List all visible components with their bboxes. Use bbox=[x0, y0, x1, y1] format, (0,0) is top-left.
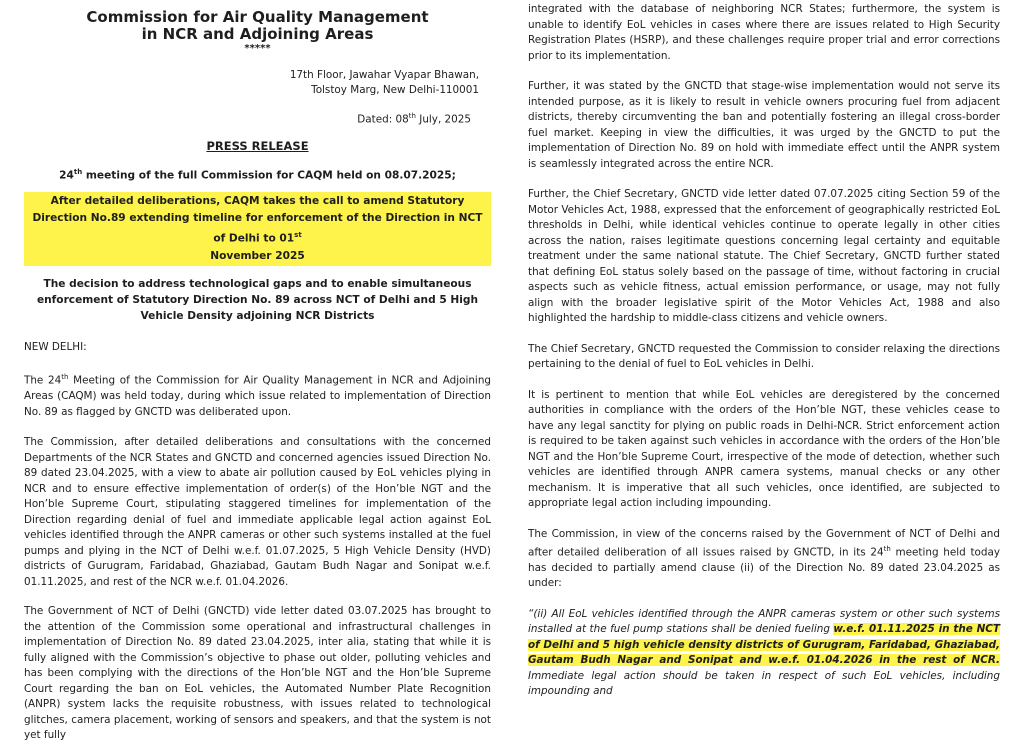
dateline: NEW DELHI: bbox=[24, 340, 87, 353]
org-name-line2: in NCR and Adjoining Areas bbox=[141, 25, 374, 43]
address-line2: Tolstoy Marg, New Delhi-110001 bbox=[311, 84, 479, 96]
address-line1: 17th Floor, Jawahar Vyapar Bhawan, bbox=[289, 69, 479, 81]
press-release-title: PRESS RELEASE bbox=[206, 139, 309, 154]
meeting-line: 24th meeting of the full Commission for CAQM held on 08.07.2025; bbox=[59, 168, 456, 182]
release-date: Dated: 08th July, 2025 bbox=[357, 112, 471, 126]
left-column bbox=[24, 0, 491, 744]
amended-clause-quote: “(ii) All EoL vehicles identified through the ANPR cameras system or other such systems installed at the fuel pump stations shall be denied fueling w.e.f. 01.11.2025 in the NCT of Delhi and 5 high vehicle density districts of Gurugram, Faridabad, Ghaziabad, Gautam Budh Nagar and Sonipat and w.e.f. 01.04.2026 in the rest of NCR. Immediate legal action should be taken in respect of such EoL vehicles, including impounding and bbox=[528, 607, 1000, 698]
stars-divider: ***** bbox=[244, 43, 271, 54]
right-column bbox=[528, 0, 1000, 700]
paragraph-stage-wise: Further, it was stated by the GNCTD that stage-wise implementation would not serve its intended purpose, as it is likely to result in vehicle owners procuring fuel from adjacent districts, thereby circumventing the ban and potentially fostering an illegal cross-border fuel market. Keeping in view the difficulties, it was urged by the GNCTD to put the implementation of Direction No. 89 on hold with immediate effect until the ANPR system is seamlessly integrated across the entire NCR. bbox=[528, 80, 1000, 170]
paragraph-chief-secretary: Further, the Chief Secretary, GNCTD vide letter dated 07.07.2025 citing Section 59 of the Motor Vehicles Act, 1988, expressed that the enforcement of geographically restricted EoL thresholds in Delhi, while identical vehicles continue to operate legally in other cities across the nation, raises legitimate questions concerning legal certainty and equitable treatment under the same national statute. The Chief Secretary, GNCTD further stated that defining EoL status solely based on the passage of time, without factoring in crucial aspects such as vehicle fitness, actual emission performance, or usage, may not fully align with the broader legislative spirit of the Motor Vehicles Act, 1988 and also highlighted the hardship to middle-class citizens and vehicle owners. bbox=[528, 188, 1000, 324]
highlighted-headline: After detailed deliberations, CAQM takes the call to amend Statutory Direction No.89 extending timeline for enforcement of the Direction in NCT of Delhi to 01st November 2025 bbox=[24, 192, 491, 266]
subheading: The decision to address technological gaps and to enable simultaneous enforcement of Statutory Direction No. 89 across NCT of Delhi and 5 High Vehicle Density adjoining NCR Districts bbox=[36, 277, 479, 322]
paragraph-meeting: The 24th Meeting of the Commission for Air Quality Management in NCR and Adjoining Areas (CAQM) was held today, during which issue related to implementation of Direction No. 89 as flagged by GNCTD was deliberated upon. bbox=[24, 373, 491, 418]
paragraph-direction-89: The Commission, after detailed deliberations and consultations with the concerned Departments of the NCR States and GNCTD and concerned agencies issued Direction No. 89 dated 23.04.2025, with a view to abate air pollution caused by EoL vehicles plying in NCR and to ensure effective implementation of order(s) of the Hon’ble NGT and the Hon’ble Supreme Court, stipulating staggered timelines for implementation of the Direction regarding denial of fuel and immediate applicable legal action against EoL vehicles identified through the ANPR cameras or other such systems installed at the fuel pumps and plying in the NCT of Delhi w.e.f. 01.07.2025, 5 High Vehicle Density (HVD) districts of Gurugram, Faridabad, Ghaziabad, Gautam Budh Nagar and Sonipat w.e.f. 01.11.2025, and rest of the NCR w.e.f. 01.04.2026. bbox=[24, 436, 491, 588]
paragraph-gnctd-letter: The Government of NCT of Delhi (GNCTD) vide letter dated 03.07.2025 has brought to the attention of the Commission some operational and infrastructural challenges in implementation of Direction No. 89 dated 23.04.2025, inter alia, stating that while it is fully aligned with the Commission’s objective to phase out older, polluting vehicles and has been complying with the directions of the Hon’ble NGT and the Hon’ble Supreme Court regarding the ban on EoL vehicles, the Automated Number Plate Recognition (ANPR) system lacks the requisite robustness, with issues related to technological glitches, camera placement, working of sensors and speakers, and that the system is not yet fully bbox=[24, 605, 491, 741]
paragraph-anpr-integration: integrated with the database of neighboring NCR States; furthermore, the system is unable to identify EoL vehicles in cases where there are issues related to High Security Registration Plates (HSRP), and these challenges require proper trial and error corrections prior to its implementation. bbox=[528, 3, 1000, 62]
paragraph-enforcement: It is pertinent to mention that while EoL vehicles are deregistered by the concerned authorities in compliance with the orders of the Hon’ble NGT, these vehicles cease to have any legal sanctity for plying on public roads in Delhi-NCR. Strict enforcement action is required to be taken against such vehicles in accordance with the orders of the Hon’ble NGT and the Hon’ble Supreme Court, irrespective of the mode of detection, whether such vehicles are identified through ANPR camera systems, manual checks or any other mechanism. It is imperative that all such vehicles, once identified, are subjected to appropriate legal action including impounding. bbox=[528, 388, 1000, 509]
org-name-line1: Commission for Air Quality Management bbox=[86, 8, 429, 26]
paragraph-relaxation-request: The Chief Secretary, GNCTD requested the Commission to consider relaxing the directions pertaining to the denial of fuel to EoL vehicles in Delhi. bbox=[528, 342, 1000, 370]
highlighted-timeline: w.e.f. 01.11.2025 in the NCT of Delhi and 5 high vehicle density districts of Gurugram, Faridabad, Ghaziabad, Gautam Budh Nagar and Sonipat and w.e.f. 01.04.2026 in the rest of NCR. bbox=[528, 623, 1000, 667]
paragraph-amendment-decision: The Commission, in view of the concerns raised by the Government of NCT of Delhi and after detailed deliberation of all issues raised by GNCTD, in its 24th meeting held today has decided to partially amend clause (ii) of the Direction No. 89 dated 23.04.2025 as under: bbox=[528, 527, 1000, 590]
